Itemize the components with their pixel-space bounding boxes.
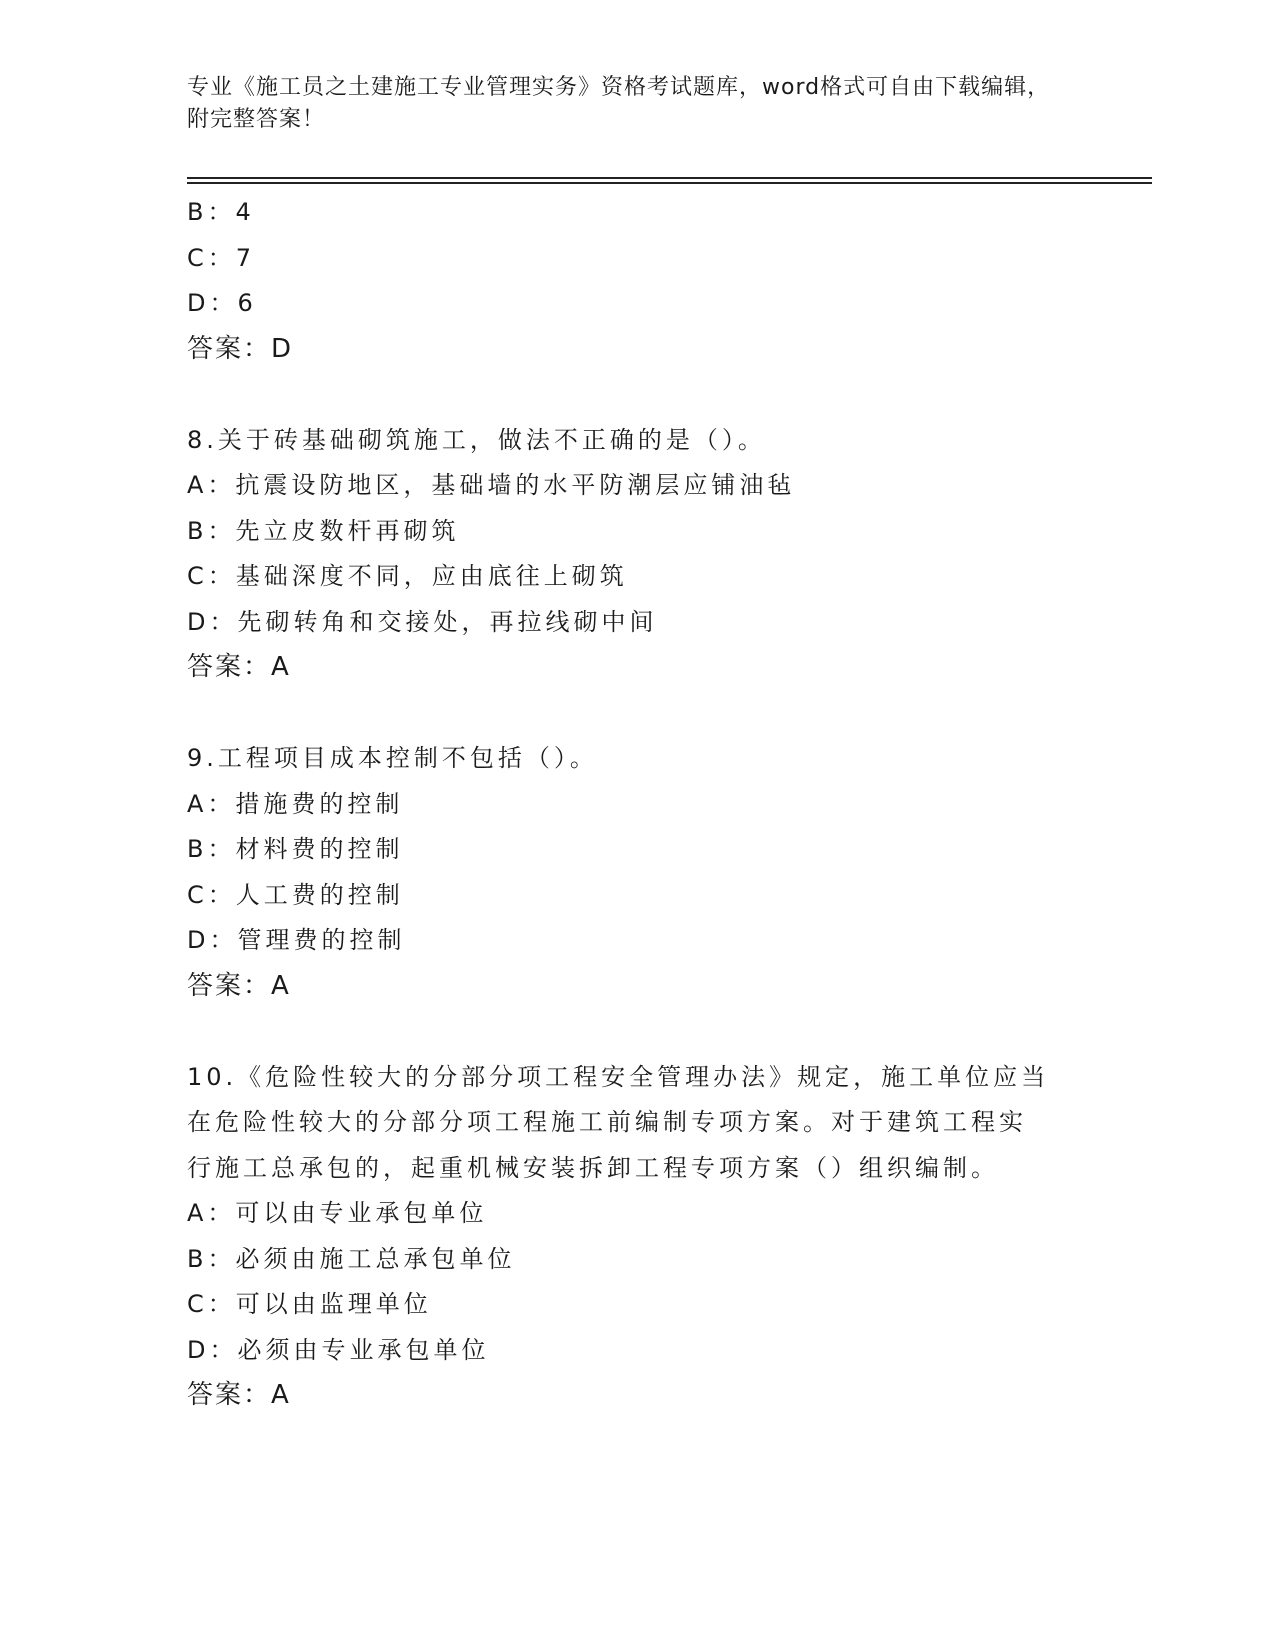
question-stem-line-3: 行施工总承包的，起重机械安装拆卸工程专项方案（）组织编制。 [187, 1153, 999, 1182]
question-stem-line-1: 10.《危险性较大的分部分项工程安全管理办法》规定，施工单位应当 [187, 1062, 1050, 1091]
question-block-7 [187, 190, 1087, 372]
option-a: A：措施费的控制 [187, 789, 404, 818]
option-b: B：必须由施工总承包单位 [187, 1244, 516, 1273]
option-a: A：可以由专业承包单位 [187, 1199, 488, 1227]
option-a: A：抗震设防地区，基础墙的水平防潮层应铺油毡 [187, 471, 796, 499]
answer-line: 答案：A [187, 970, 291, 1001]
option-c: C：基础深度不同，应由底往上砌筑 [187, 562, 628, 590]
answer-line: 答案：D [187, 333, 294, 364]
option-b: B：4 [187, 198, 255, 226]
document-header: 专业《施工员之土建施工专业管理实务》资格考试题库，word格式可自由下载编辑，附完整答案！ [187, 75, 1051, 132]
option-d: D：6 [187, 289, 257, 317]
question-stem: 8.关于砖基础砌筑施工，做法不正确的是（）。 [187, 425, 766, 454]
question-block-9 [187, 736, 1087, 1009]
question-block-10 [187, 1055, 1087, 1419]
option-b: B：材料费的控制 [187, 835, 404, 863]
option-c: C：可以由监理单位 [187, 1290, 432, 1318]
spacer [187, 372, 1087, 418]
option-d: D：必须由专业承包单位 [187, 1335, 490, 1364]
option-c: C：7 [187, 243, 256, 272]
answer-line: 答案：A [187, 1380, 291, 1410]
question-list [187, 190, 1087, 1419]
option-b: B：先立皮数杆再砌筑 [187, 516, 460, 545]
header-rule-bottom [187, 182, 1152, 184]
question-stem: 9.工程项目成本控制不包括（）。 [187, 744, 598, 772]
question-block-8 [187, 418, 1087, 691]
question-stem-line-2: 在危险性较大的分部分项工程施工前编制专项方案。对于建筑工程实 [187, 1108, 1027, 1136]
header-rule-top [187, 177, 1152, 179]
spacer [187, 1009, 1087, 1055]
spacer [187, 691, 1087, 737]
option-d: D：先砌转角和交接处，再拉线砌中间 [187, 607, 658, 636]
option-d: D：管理费的控制 [187, 926, 406, 954]
answer-line: 答案：A [187, 652, 291, 682]
option-c: C：人工费的控制 [187, 880, 404, 909]
